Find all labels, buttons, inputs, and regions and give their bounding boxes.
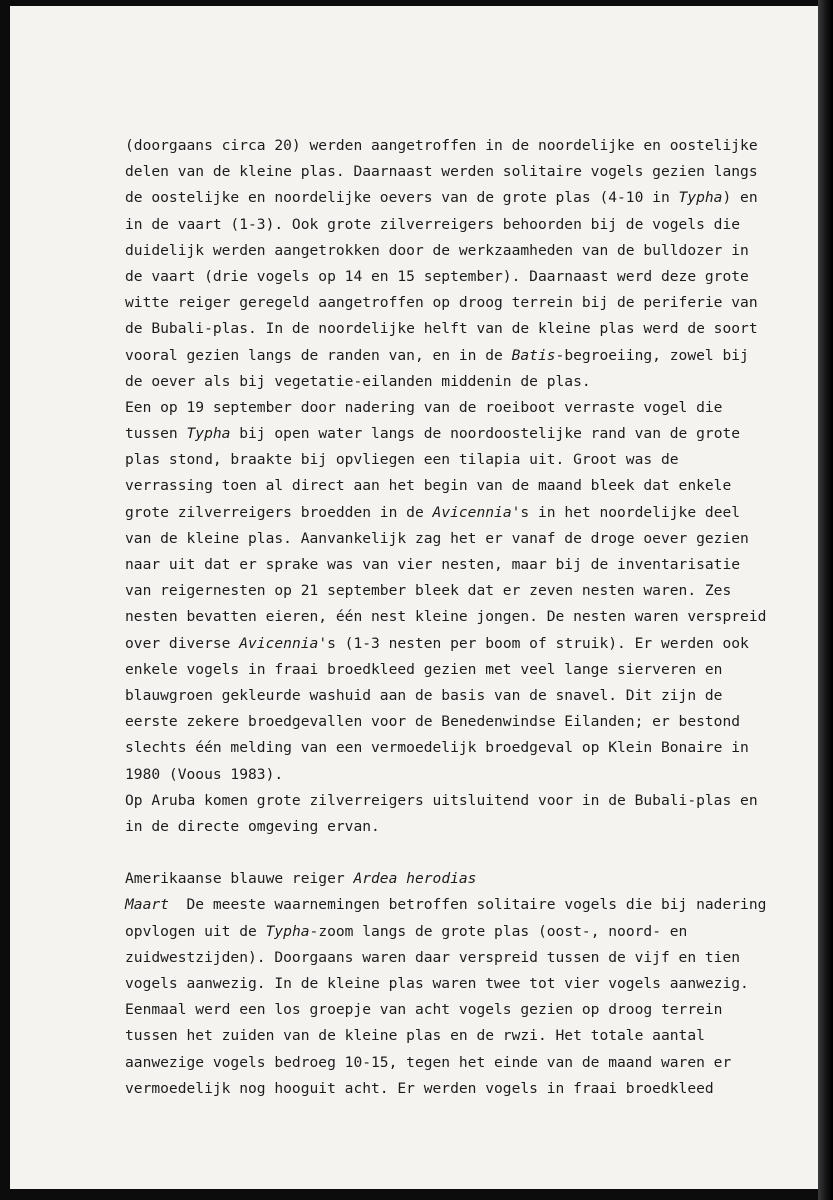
text-line: nesten bevatten eieren, één nest kleine jongen. De nesten waren verspreid xyxy=(125,608,767,626)
text-line: Maart De meeste waarnemingen betroffen solitaire vogels die bij nadering xyxy=(125,896,767,914)
text-line: de oever als bij vegetatie-eilanden middenin de plas. xyxy=(125,372,591,390)
italic-term: Typha xyxy=(265,922,310,940)
text-line: opvlogen uit de Typha-zoom langs de grote plas (oost-, noord- en xyxy=(125,922,688,940)
text-line: plas stond, braakte bij opvliegen een tilapia uit. Groot was de xyxy=(125,451,679,469)
text-line: duidelijk werden aangetrokken door de werkzaamheden van de bulldozer in xyxy=(125,241,749,259)
text-line: de oostelijke en noordelijke oevers van de grote plas (4-10 in Typha) en xyxy=(125,189,758,207)
text-line: tussen het zuiden van de kleine plas en de rwzi. Het totale aantal xyxy=(125,1027,705,1045)
text-line: verrassing toen al direct aan het begin van de maand bleek dat enkele xyxy=(125,477,732,495)
text-line: Een op 19 september door nadering van de roeiboot verraste vogel die xyxy=(125,398,723,416)
text-line: Op Aruba komen grote zilverreigers uitsluitend voor in de Bubali-plas en xyxy=(125,791,758,809)
month-label: Maart xyxy=(125,896,169,914)
text-line: Eenmaal werd een los groepje van acht vogels gezien op droog terrein xyxy=(125,1001,723,1019)
text-line: vermoedelijk nog hooguit acht. Er werden vogels in fraai broedkleed xyxy=(125,1079,714,1097)
text-line: grote zilverreigers broedden in de Avicennia's in het noordelijke deel xyxy=(125,503,741,521)
text-line: van reigernesten op 21 september bleek dat er zeven nesten waren. Zes xyxy=(125,582,732,600)
document-page xyxy=(10,6,818,1189)
text-line: aanwezige vogels bedroeg 10-15, tegen het einde van de maand waren er xyxy=(125,1053,732,1071)
body-text xyxy=(125,133,785,1102)
text-line: eerste zekere broedgevallen voor de Benedenwindse Eilanden; er bestond xyxy=(125,713,741,731)
scan-edge xyxy=(818,0,833,1200)
italic-term: Batis xyxy=(511,346,556,364)
italic-term: Typha xyxy=(678,189,723,207)
text-line: in de vaart (1-3). Ook grote zilverreigers behoorden bij de vogels die xyxy=(125,215,741,233)
text-line: enkele vogels in fraai broedkleed gezien met veel lange sierveren en xyxy=(125,660,723,678)
blank-line xyxy=(125,840,785,866)
text-line: vooral gezien langs de randen van, en in de Batis-begroeiing, zowel bij xyxy=(125,346,749,364)
text-line: (doorgaans circa 20) werden aangetroffen in de noordelijke en oostelijke xyxy=(125,137,758,154)
text-line: in de directe omgeving ervan. xyxy=(125,817,380,835)
species-heading: Amerikaanse blauwe reiger Ardea herodias xyxy=(125,870,477,888)
text-line: van de kleine plas. Aanvankelijk zag het er vanaf de droge oever gezien xyxy=(125,529,749,547)
text-line: naar uit dat er sprake was van vier nesten, maar bij de inventarisatie xyxy=(125,556,741,573)
species-name: Ardea herodias xyxy=(353,870,477,888)
italic-term: Avicennia xyxy=(432,503,512,521)
text-line: slechts één melding van een vermoedelijk broedgeval op Klein Bonaire in xyxy=(125,739,749,757)
text-line: tussen Typha bij open water langs de noordoostelijke rand van de grote xyxy=(125,425,741,443)
italic-term: Avicennia xyxy=(239,634,319,652)
text-line: vogels aanwezig. In de kleine plas waren twee tot vier vogels aanwezig. xyxy=(125,975,749,992)
text-line: 1980 (Voous 1983). xyxy=(125,765,284,783)
text-line: blauwgroen gekleurde washuid aan de basis van de snavel. Dit zijn de xyxy=(125,686,723,704)
text-line: zuidwestzijden). Doorgaans waren daar verspreid tussen de vijf en tien xyxy=(125,948,741,966)
text-line: over diverse Avicennia's (1-3 nesten per boom of struik). Er werden ook xyxy=(125,634,749,652)
text-line: delen van de kleine plas. Daarnaast werden solitaire vogels gezien langs xyxy=(125,163,758,181)
text-line: witte reiger geregeld aangetroffen op droog terrein bij de periferie van xyxy=(125,294,758,312)
italic-term: Typha xyxy=(186,425,231,443)
text-line: de vaart (drie vogels op 14 en 15 september). Daarnaast werd deze grote xyxy=(125,267,749,285)
text-line: de Bubali-plas. In de noordelijke helft van de kleine plas werd de soort xyxy=(125,320,758,338)
